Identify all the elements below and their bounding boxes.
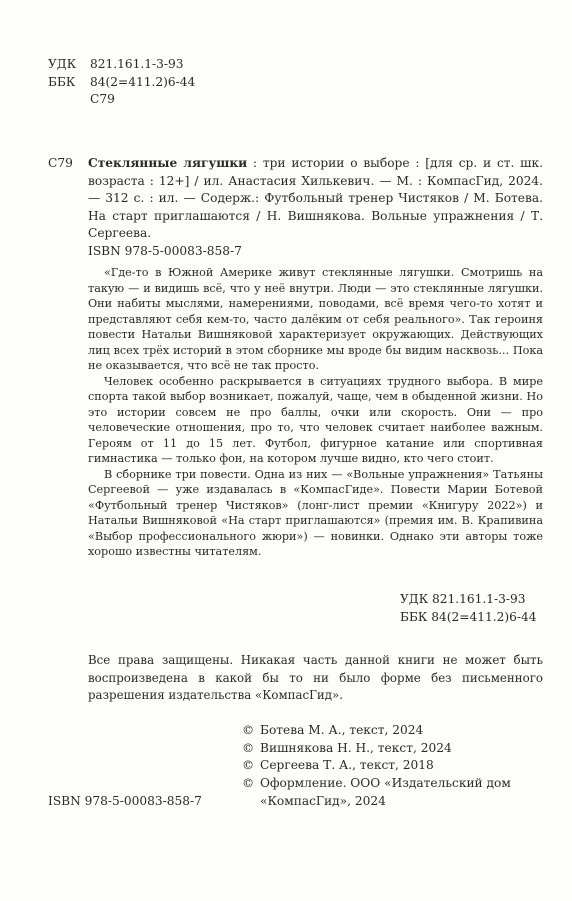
bib-body: : три истории о выборе : [для ср. и ст. шк. возраста : 12+] / ил. Анастасия Хилькевич. — М. : КомпасГид, 2024. — 312 с. : ил. — Содерж.: Футбольный тренер Чистяков / М. Ботева. На старт приглашаются / Н. Вишнякова. Вольные упражнения / Т. Сергеева. [88,156,543,240]
copyright-icon: © [242,776,255,791]
bib-author-mark: С79 [48,156,73,170]
copyright-text: Вишнякова Н. Н., текст, 2024 [260,740,452,755]
udk-row [48,56,195,74]
copyright-icon: © [242,723,255,737]
annotation-paragraph: «Где-то в Южной Америке живут стеклянные лягушки. Смотришь на такую — и видишь всё, что у неё внутри. Люди — это стеклянные лягушки. Они набиты мыслями, намерениями, поводами, всё время чего-то хотят и представляют себя кем-то, часто далёким от себя реального». Так героиня повести Натальи Вишняковой характеризует окружающих. Действующих лиц всех трёх историй в этом сборнике мы вроде бы видим насквозь... Пока не оказывается, что всё не так просто. [88,266,543,372]
udk-value: 821.161.1-3-93 [90,57,184,71]
copyright-icon: © [242,758,255,773]
author-mark-row [48,91,195,109]
copyright-line [242,722,544,740]
copyright-line [242,740,544,758]
copyright-text: Ботева М. А., текст, 2024 [260,723,424,737]
copyright-continuation: «КомпасГид», 2024 [260,793,386,808]
bib-isbn: ISBN 978-5-00083-858-7 [88,243,242,258]
bbk-row [48,74,195,92]
bib-description [88,155,543,243]
udk-label: УДК [48,57,77,71]
bbk-code-right: ББК 84(2=411.2)6-44 [400,610,537,624]
copyright-text: Оформление. ООО «Издательский дом [260,776,511,791]
book-title: Стеклянные лягушки [88,156,248,170]
copyright-line [242,775,544,793]
annotation [88,265,543,560]
bbk-value: 84(2=411.2)6-44 [90,74,196,89]
copyright-icon: © [242,740,255,755]
author-mark: С79 [90,92,115,106]
copyright-block [242,722,544,811]
annotation-paragraph: Человек особенно раскрывается в ситуациях трудного выбора. В мире спорта такой выбор возникает, пожалуй, чаще, чем в обыденной жизни. Но это истории совсем не про баллы, очки или скорость. Они — про человеческие отношения, про то, что человек считает наиболее важным. Героям от 11 до 15 лет. Футбол, фигурное катание или спортивная гимнастика — только фон, на котором лучше видно, кто чего стоит. [88,374,543,465]
copyright-line [242,757,544,775]
isbn-bottom: ISBN 978-5-00083-858-7 [48,794,202,808]
rights-notice: Все права защищены. Никакая часть данной книги не может быть воспроизведена в какой бы то ни было форме без письменного разрешения издательства «КомпасГид». [88,653,543,702]
annotation-paragraph: В сборнике три повести. Одна из них — «Вольные упражнения» Татьяны Сергеевой — уже издавалась в «КомпасГиде». Повести Марии Ботевой «Футбольный тренер Чистяков» (лонг-лист премии «Книгуру 2022») и Натальи Вишняковой «На старт приглашаются» (премия им. В. Крапивина «Выбор профессионального жюри») — новинки. Однако эти авторы тоже хорошо известны читателям. [88,467,543,558]
copyright-text: Сергеева Т. А., текст, 2018 [260,758,434,773]
classification-block [48,56,195,109]
bibliographic-record [88,155,543,260]
codes-right-block [400,590,536,626]
udk-code-right: УДК 821.161.1-3-93 [400,592,526,606]
bbk-label: ББК [48,74,76,89]
